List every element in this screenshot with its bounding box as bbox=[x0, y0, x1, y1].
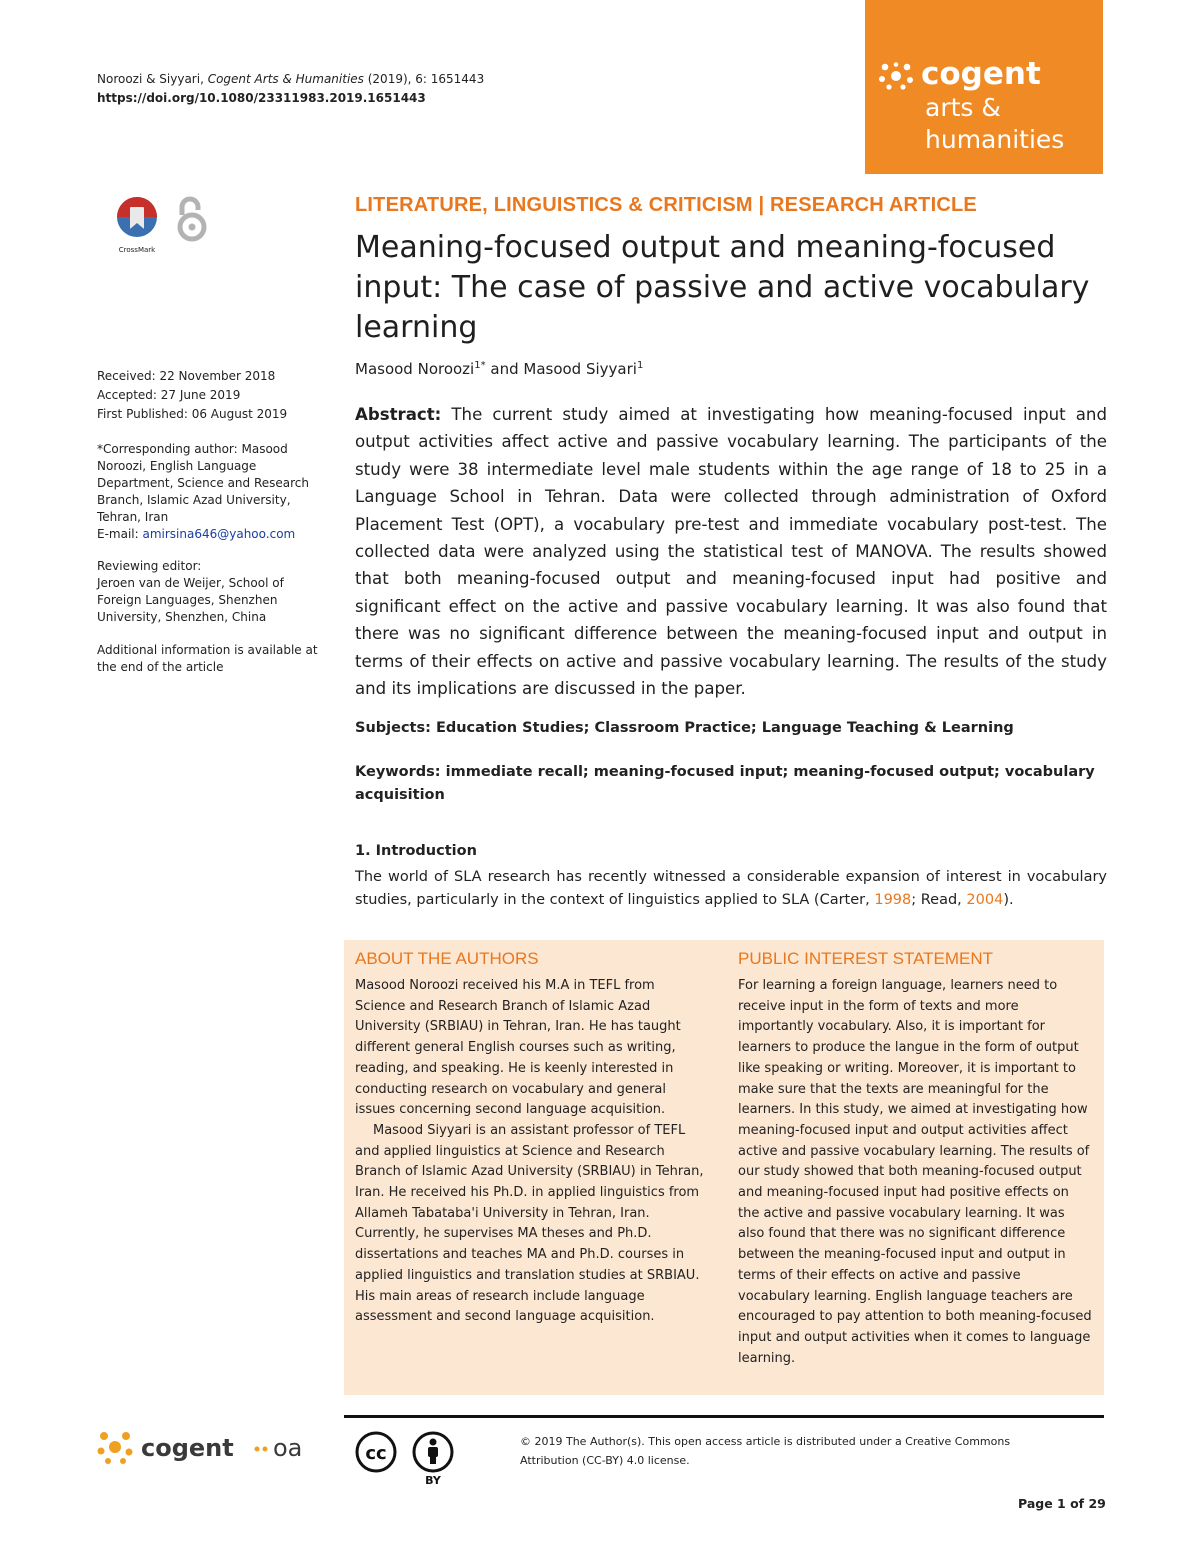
email-link[interactable]: amirsina646@yahoo.com bbox=[142, 527, 296, 541]
abstract-text: The current study aimed at investigating how meaning-focused input and output activities affect active and passive vocabulary learning. The participants of the study were 38 intermediate level male students within the age range of 18 to 25 in a Language School in Tehran. Data were collected through administration of Oxford Placement Test (OPT), a vocabulary pre-test and immediate vocabulary post-test. The collected data were analyzed using the statistical test of MANOVA. The results showed that both meaning-focused output and meaning-focused input had positive and significant effect on the active and passive vocabulary learning. It was also found that there was no significant difference between the meaning-focused input and output in terms of their effects on active and passive vocabulary learning. The results of the study and its implications are discussed in the paper. bbox=[355, 405, 1107, 699]
intro-text: The world of SLA research has recently witnessed a considerable expansion of interest in vocabulary studies, particularly in the context of linguistics applied to SLA (Carter, bbox=[355, 869, 1107, 908]
author-affiliation: 1 bbox=[636, 360, 644, 371]
cogent-burst-icon bbox=[877, 62, 915, 90]
about-author-paragraph: Masood Noroozi received his M.A in TEFL from Science and Research Branch of Islamic Azad University (SRBIAU) in Tehran, Iran. He has taught different general English courses such as writing, reading, and speaking. He is keenly interested in conducting research on vocabulary and general issues concerning second language acquisition. bbox=[355, 978, 681, 1118]
journal-logo bbox=[865, 0, 1103, 174]
reviewing-editor: Jeroen van de Weijer, School of Foreign Languages, Shenzhen University, Shenzhen, China bbox=[97, 576, 284, 624]
about-author-paragraph: Masood Siyyari is an assistant professor of TEFL and applied linguistics at Science and Research Branch of Islamic Azad University (SRBIAU) in Tehran, Iran. He received his Ph.D. in applied linguistics from Allameh Tabataba'i University in Tehran, Iran. Currently, he supervises MA theses and Ph.D. dissertations and teaches MA and Ph.D. courses in applied linguistics and translation studies at SRBIAU. His main areas of research include language assessment and second language acquisition. bbox=[355, 1122, 704, 1325]
keywords-label: Keywords: bbox=[355, 764, 446, 780]
logo-word-humanities: humanities bbox=[925, 125, 1065, 154]
about-authors bbox=[355, 946, 705, 1328]
public-interest-heading: PUBLIC INTEREST STATEMENT bbox=[738, 949, 994, 968]
intro-text: ; Read, bbox=[911, 892, 967, 908]
cc-icon bbox=[357, 1433, 395, 1471]
by-person-icon bbox=[414, 1433, 452, 1486]
intro-text: ). bbox=[1003, 892, 1014, 908]
by-label: BY bbox=[425, 1474, 441, 1486]
author-separator: and bbox=[485, 360, 524, 378]
logo-word-cogent: cogent bbox=[921, 56, 1041, 92]
reference-link[interactable]: 1998 bbox=[874, 892, 912, 908]
open-access-icon bbox=[175, 195, 209, 243]
cogent-burst-icon bbox=[98, 1432, 133, 1464]
keywords bbox=[355, 761, 1107, 807]
intro-paragraph bbox=[355, 866, 1107, 912]
email-label: E-mail: bbox=[97, 527, 143, 541]
reviewing-editor-label: Reviewing editor: bbox=[97, 559, 202, 573]
logo-word-arts: arts & bbox=[925, 93, 1001, 122]
citation-line bbox=[97, 70, 484, 89]
info-box bbox=[344, 940, 1104, 1395]
article-category: LITERATURE, LINGUISTICS & CRITICISM | RESEARCH ARTICLE bbox=[355, 194, 977, 216]
abstract-label: Abstract: bbox=[355, 405, 442, 424]
citation-volume: (2019), 6: 1651443 bbox=[363, 72, 485, 86]
abstract bbox=[355, 401, 1107, 702]
cogent-oa-logo bbox=[97, 1427, 317, 1467]
author-name[interactable]: Masood Noroozi bbox=[355, 360, 475, 378]
dates-block bbox=[97, 368, 332, 423]
keywords-text: immediate recall; meaning-focused input; meaning-focused output; vocabulary acquisition bbox=[355, 764, 1095, 803]
citation-journal: Cogent Arts & Humanities bbox=[207, 72, 364, 86]
received-date: Received: 22 November 2018 bbox=[97, 369, 276, 383]
crossmark-label: CrossMark bbox=[118, 246, 156, 254]
author-affiliation: 1* bbox=[474, 360, 486, 371]
public-interest-text: For learning a foreign language, learners need to receive input in the form of texts and more importantly vocabulary. Also, it is important for learners to produce the langue in the form of output like speaking or writing. Moreover, it is important to make sure that the texts are meaningful for the learners. In this study, we aimed at investigating how meaning-focused input and output activities affect active and passive vocabulary learning. The results of our study showed that both meaning-focused output and meaning-focused input had positive effects on the active and passive vocabulary learning. It was also found that there was no significant difference between the meaning-focused input and output in terms of their effects on active and passive vocabulary learning. English language teachers are encouraged to pay attention to both meaning-focused input and output activities when it comes to language learning. bbox=[738, 978, 1092, 1366]
corresponding-author-block bbox=[97, 441, 322, 543]
citation-authors: Noroozi & Siyyari, bbox=[97, 72, 208, 86]
author-list bbox=[355, 360, 643, 378]
public-interest bbox=[738, 946, 1093, 1369]
accepted-date: Accepted: 27 June 2019 bbox=[97, 388, 241, 402]
cc-by-license-icons[interactable] bbox=[355, 1430, 455, 1486]
section-heading: 1. Introduction bbox=[355, 843, 477, 859]
additional-info: Additional information is available at the end of the article bbox=[97, 643, 318, 674]
corresponding-author: *Corresponding author: Masood Noroozi, English Language Department, Science and Research Branch, Islamic Azad University, Tehran, Iran bbox=[97, 442, 310, 524]
editor-block bbox=[97, 558, 309, 626]
cogent-oa-word: cogent bbox=[141, 1434, 234, 1462]
citation-block bbox=[97, 70, 484, 108]
cc-label: cc bbox=[365, 1443, 387, 1464]
crossmark-icon[interactable] bbox=[113, 195, 161, 255]
doi-link[interactable]: https://doi.org/10.1080/23311983.2019.1651443 bbox=[97, 91, 426, 105]
footer-divider bbox=[344, 1415, 1104, 1418]
cogent-oa-suffix: oa bbox=[273, 1434, 303, 1462]
reference-link[interactable]: 2004 bbox=[966, 892, 1004, 908]
article-title: Meaning-focused output and meaning-focused input: The case of passive and active vocabulary learning bbox=[355, 230, 1090, 345]
page-number: Page 1 of 29 bbox=[1018, 1496, 1106, 1511]
about-authors-heading: ABOUT THE AUTHORS bbox=[355, 949, 539, 968]
published-date: First Published: 06 August 2019 bbox=[97, 407, 288, 421]
license-text: © 2019 The Author(s). This open access article is distributed under a Creative Commons Attribution (CC-BY) 4.0 license. bbox=[520, 1435, 1011, 1467]
author-name[interactable]: Masood Siyyari bbox=[523, 360, 637, 378]
subjects: Subjects: Education Studies; Classroom Practice; Language Teaching & Learning bbox=[355, 720, 1014, 736]
